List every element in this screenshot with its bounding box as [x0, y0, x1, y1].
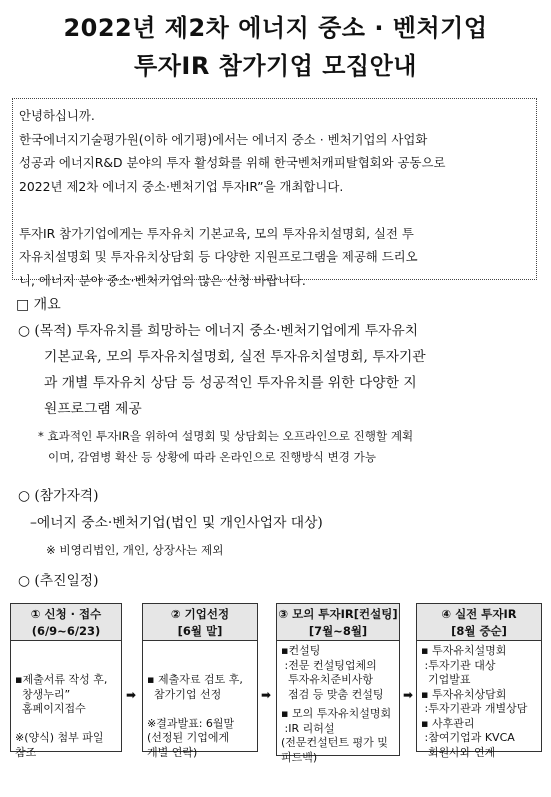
step-line: ▪제출서류 작성 후, [15, 673, 108, 686]
arrow-right-icon: ➡ [403, 688, 414, 702]
step-line [15, 659, 117, 674]
step-line: 개별 연락) [147, 745, 198, 759]
step-line: ▪ 사후관리 [421, 716, 475, 730]
schedule-step-4-body [416, 640, 542, 759]
purpose-note: 이며, 감염병 확산 등 상황에 따라 온라인으로 진행방식 변경 가능 [48, 450, 377, 464]
schedule-step-2-body [142, 640, 258, 759]
step-line: 참가기업 선정 [147, 687, 222, 701]
step-line [147, 659, 253, 674]
step-title: ② 기업선정 [170, 607, 230, 621]
step-line: ※결과발표: 6월말 [147, 716, 235, 730]
intro-line: 성공과 에너지R&D 분야의 투자 활성화를 위해 한국벤처캐피탈협회와 공동으로 [19, 155, 446, 170]
step-line: :IR 리허설 [281, 721, 335, 735]
step-line: ▪ 제출자료 검토 후, [147, 673, 243, 686]
step-line: ※(양식) 첨부 파일 참조 [15, 731, 104, 759]
step-line: 회원사와 연계 [421, 745, 496, 759]
step-line [15, 644, 117, 659]
purpose-line: ○ (목적) 투자유치를 희망하는 에너지 중소·벤처기업에게 투자유치 [18, 323, 419, 339]
arrow-right-icon: ➡ [261, 688, 272, 702]
step-date: [7월~8월] [308, 624, 368, 638]
intro-line: 한국에너지기술평가원(이하 에기평)에서는 에너지 중소 · 벤처기업의 사업화 [19, 131, 428, 147]
step-line: ▪컨설팅 [281, 644, 321, 657]
eligibility-heading: ○ (참가자격) [18, 488, 99, 504]
step-line: ▪ 투자유치설명회 [421, 644, 507, 657]
step-line: :투자기관과 개별상담 [421, 702, 528, 715]
schedule-step-3-header [276, 603, 400, 641]
purpose-note: * 효과적인 투자IR을 위하여 설명회 및 상담회는 오프라인으로 진행할 계획 [38, 429, 414, 443]
step-line [15, 717, 117, 732]
step-date: (6/9~6/23) [31, 624, 101, 638]
step-date: [8월 중순] [451, 624, 507, 638]
intro-line: 안녕하십니까. [19, 108, 95, 123]
step-line: 점검 등 맞춤 컨설팅 [281, 687, 384, 701]
step-title: ④ 실전 투자IR [441, 607, 517, 621]
step-line: (선정된 기업에게 [147, 731, 230, 744]
step-line: 피드백) [281, 750, 318, 764]
overview-heading: □ 개요 [16, 297, 61, 313]
purpose-line: 과 개별 투자유치 상담 등 성공적인 투자유치를 위한 다양한 지 [44, 375, 417, 391]
intro-line: 니, 에너지 분야 중소·벤처기업의 많은 신청 바랍니다. [19, 272, 306, 288]
step-line [147, 702, 253, 717]
schedule-heading: ○ (추진일정) [18, 573, 99, 589]
step-line [147, 644, 253, 659]
schedule-step-4-header [416, 603, 542, 641]
purpose-line: 기본교육, 모의 투자유치설명회, 실전 투자유치설명회, 투자기관 [44, 349, 426, 365]
schedule-step-1-header [10, 603, 122, 641]
schedule-step-3-body [276, 640, 400, 764]
intro-line: 투자IR 참가기업에게는 투자유치 기본교육, 모의 투자유치설명회, 실전 투 [19, 225, 414, 241]
step-title: ① 신청 · 접수 [30, 607, 102, 621]
step-line: :투자기관 대상 [421, 658, 496, 672]
page-title-line-2: 투자IR 참가기업 모집안내 [134, 52, 417, 80]
eligibility-text: –에너지 중소·벤처기업(법인 및 개인사업자 대상) [30, 515, 323, 531]
schedule-step-1-body [10, 640, 122, 759]
page-title-line-1: 2022년 제2차 에너지 중소 · 벤처기업 [63, 14, 488, 42]
eligibility-note: ※ 비영리법인, 개인, 상장사는 제외 [46, 543, 224, 557]
step-line: 홈페이지접수 [15, 702, 86, 715]
step-line: 기업발표 [421, 673, 471, 686]
schedule-step-2-header [142, 603, 258, 641]
intro-box [12, 98, 537, 288]
step-line: 투자유치준비사항 [281, 673, 374, 686]
arrow-right-icon: ➡ [126, 688, 137, 702]
step-line: :참여기업과 KVCA [421, 731, 515, 744]
step-line: ▪ 투자유치상담회 [421, 687, 507, 701]
intro-line [19, 198, 530, 222]
step-date: [6월 말] [177, 624, 223, 638]
step-line: 창생누리” [15, 687, 71, 701]
step-line: :전문 컨설팅업체의 [281, 658, 377, 672]
purpose-line: 원프로그램 제공 [44, 401, 142, 417]
step-line: (전문컨설턴트 평가 및 [281, 736, 388, 749]
intro-line: 2022년 제2차 에너지 중소·벤처기업 투자IR”을 개최합니다. [19, 178, 344, 194]
step-title: ③ 모의 투자IR[컨설팅] [278, 607, 398, 621]
intro-line: 자유치설명회 및 투자유치상담회 등 다양한 지원프로그램을 제공해 드리오 [19, 249, 418, 264]
step-line: ▪ 모의 투자유치설명회 [281, 707, 392, 720]
